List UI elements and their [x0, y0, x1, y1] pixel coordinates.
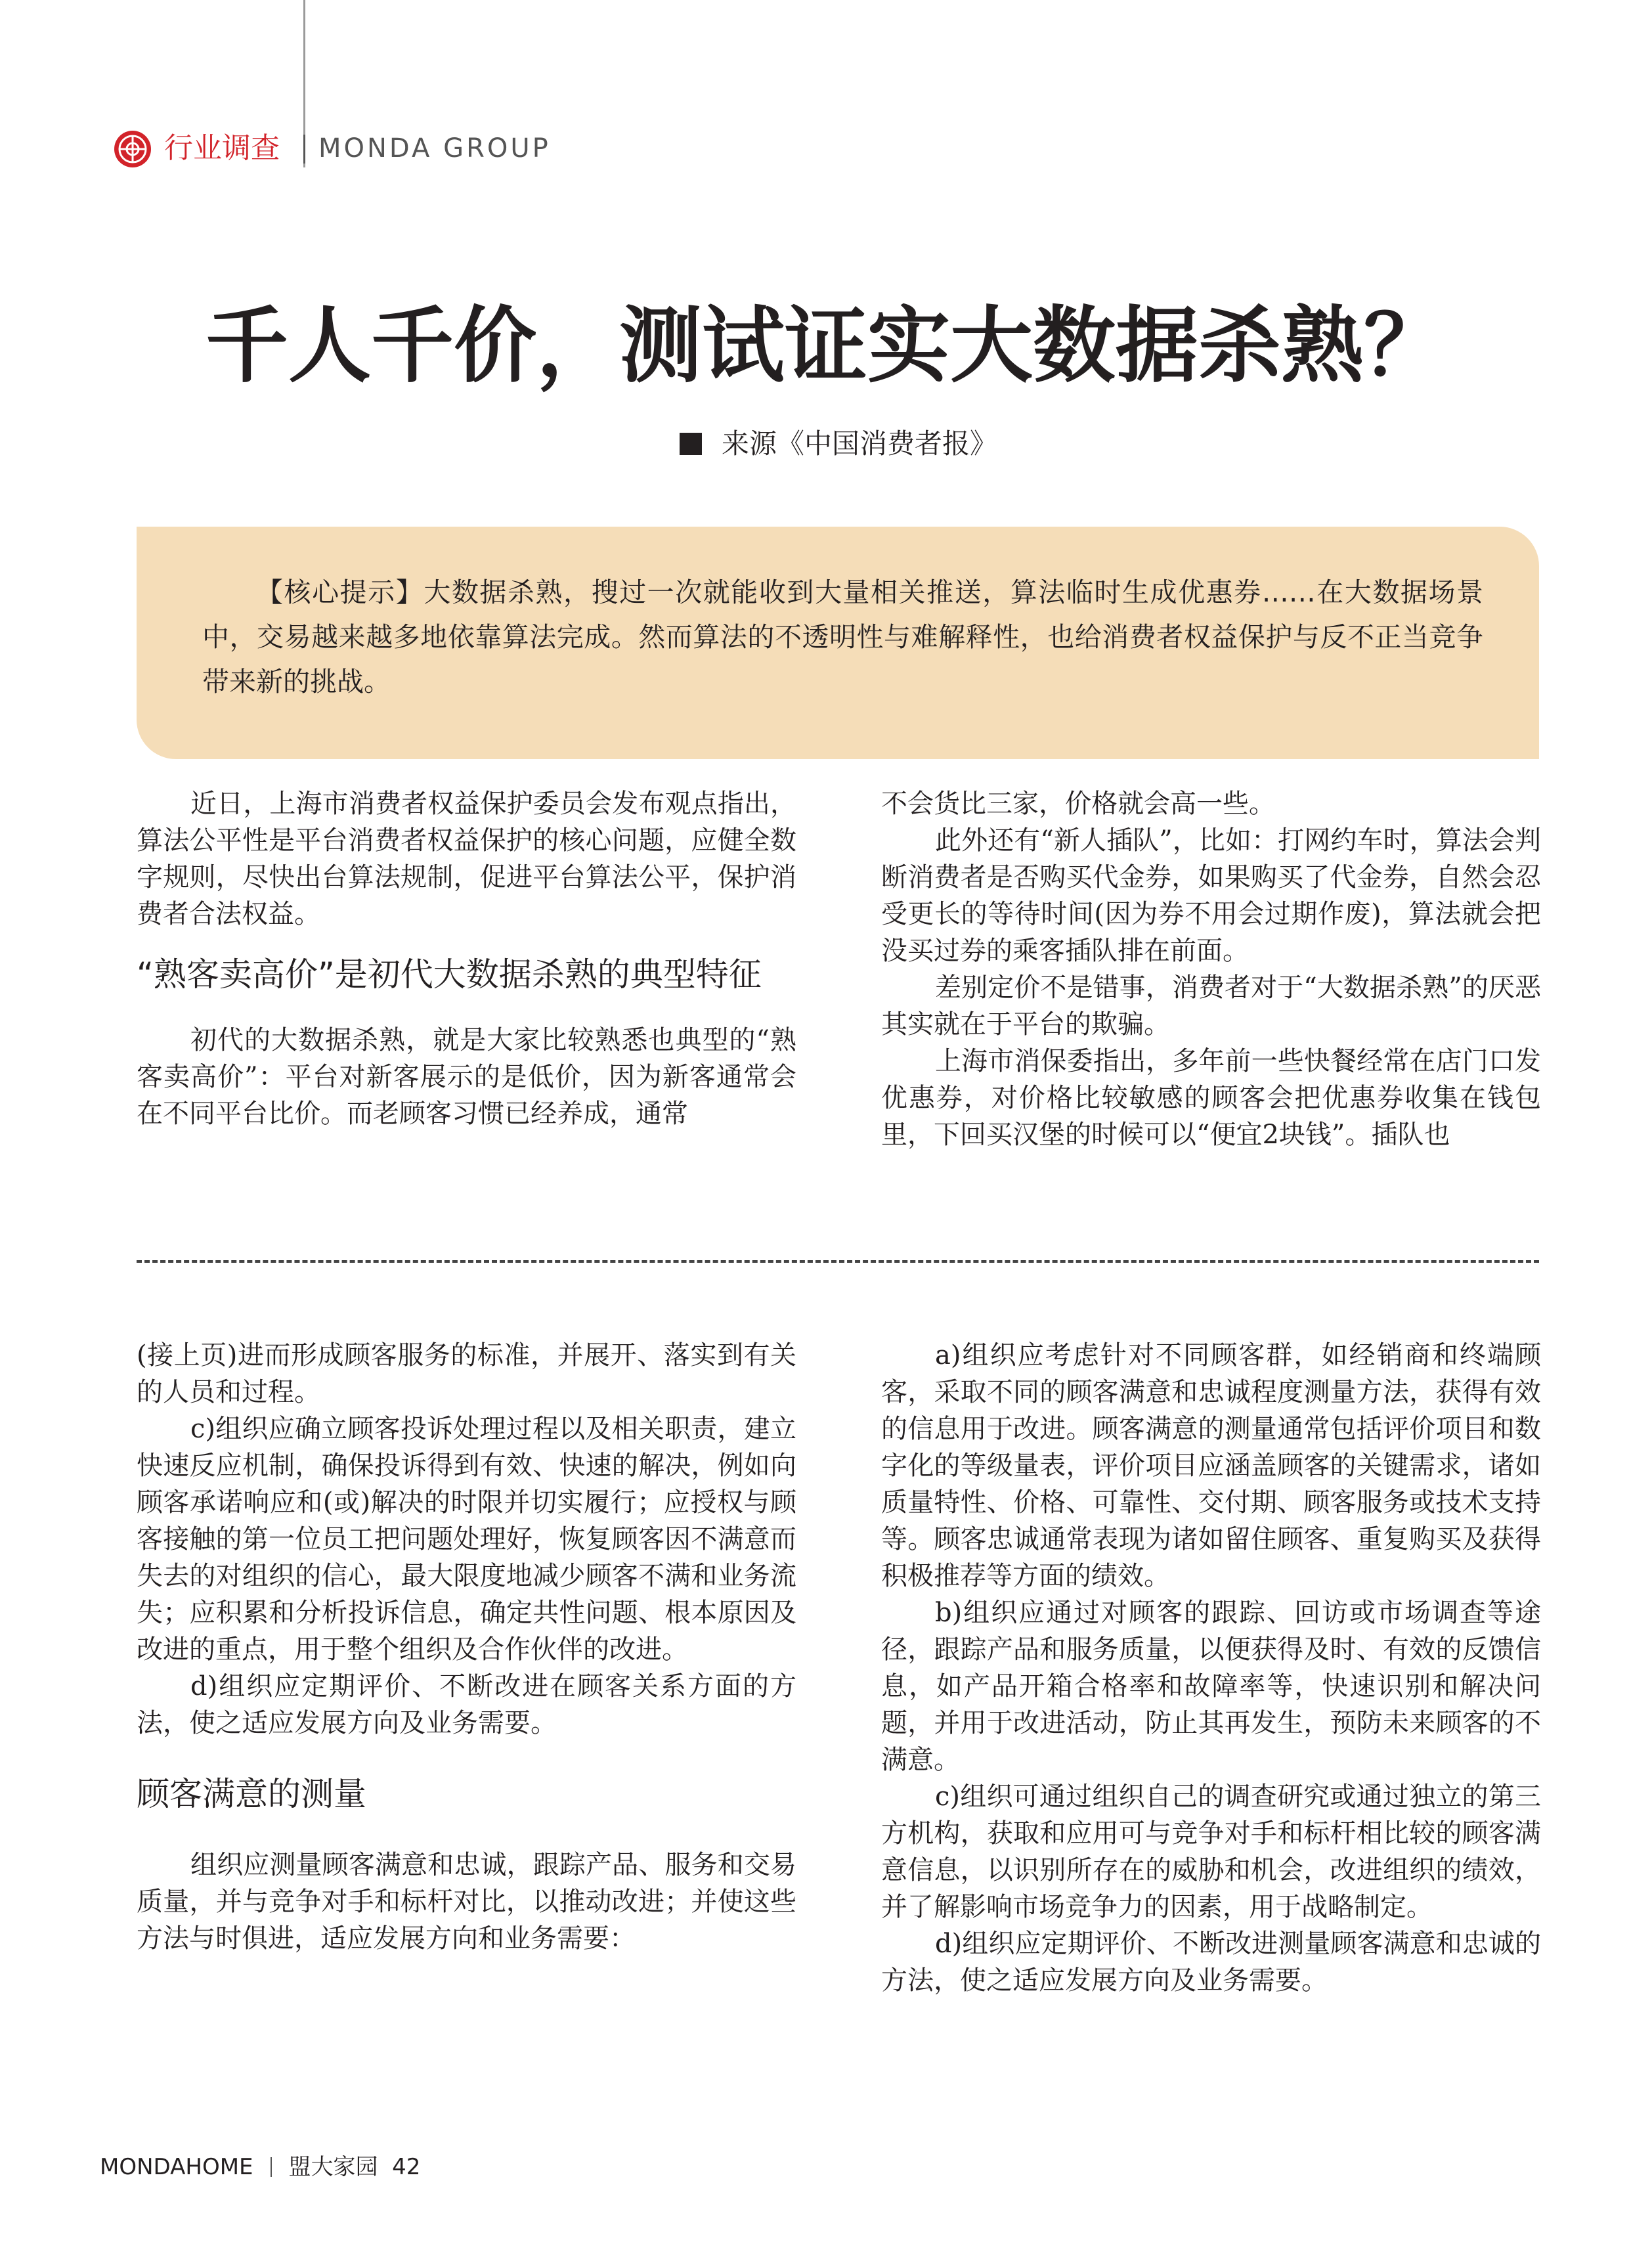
footer-separator: [271, 2157, 272, 2177]
source-text: 来源《中国消费者报》: [722, 427, 998, 460]
section-label: 行业调查: [164, 131, 280, 165]
page-footer: [100, 2151, 420, 2183]
paragraph: d)组织应定期评价、不断改进在顾客关系方面的方法，使之适应发展方向及业务需要。: [137, 1671, 796, 1738]
paragraph: (接上页)进而形成顾客服务的标准，并展开、落实到有关的人员和过程。: [137, 1340, 796, 1407]
section-logo-icon: [113, 129, 152, 169]
source-square-icon: [680, 433, 702, 455]
summary-box: [137, 527, 1539, 759]
paragraph: 组织应测量顾客满意和忠诚，跟踪产品、服务和交易质量，并与竞争对手和标杆对比，以推动改进；并使这些方法与时俱进，适应发展方向和业务需要：: [137, 1850, 796, 1954]
section-heading: “熟客卖高价”是初代大数据杀熟的典型特征: [137, 955, 762, 994]
bottom-left-column: [137, 1337, 796, 1957]
paragraph: 初代的大数据杀熟，就是大家比较熟悉也典型的“熟客卖高价”：平台对新客展示的是低价，因为新客通常会在不同平台比价。而老顾客习惯已经养成，通常: [137, 1025, 796, 1129]
paragraph: 此外还有“新人插队”，比如：打网约车时，算法会判断消费者是否购买代金券，如果购买了代金券，自然会忍受更长的等待时间(因为券不用会过期作废)，算法就会把没买过券的乘客插队排在前面。: [881, 825, 1541, 966]
article-source: [680, 424, 997, 464]
paragraph: 差别定价不是错事，消费者对于“大数据杀熟”的厌恶其实就在于平台的欺骗。: [881, 973, 1541, 1040]
paragraph: 近日，上海市消费者权益保护委员会发布观点指出，算法公平性是平台消费者权益保护的核心问题，应健全数字规则，尽快出台算法规制，促进平台算法公平，保护消费者合法权益。: [137, 789, 796, 929]
bottom-right-column: [881, 1337, 1541, 1999]
footer-name: 盟大家园: [288, 2154, 378, 2180]
paragraph: a)组织应考虑针对不同顾客群，如经销商和终端顾客，采取不同的顾客满意和忠诚程度测量方法，获得有效的信息用于改进。顾客满意的测量通常包括评价项目和数字化的等级量表，评价项目应涵盖顾客的关键需求，诸如质量特性、价格、可靠性、交付期、顾客服务或技术支持等。顾客忠诚通常表现为诸如留住顾客、重复购买及获得积极推荐等方面的绩效。: [881, 1340, 1541, 1591]
paragraph: b)组织应通过对顾客的跟踪、回访或市场调查等途径，跟踪产品和服务质量，以便获得及时、有效的反馈信息，如产品开箱合格率和故障率等，快速识别和解决问题，并用于改进活动，防止其再发生，预防未来顾客的不满意。: [881, 1598, 1541, 1775]
article-title: 千人千价，测试证实大数据杀熟？: [206, 297, 1446, 394]
paragraph: d)组织应定期评价、不断改进测量顾客满意和忠诚的方法，使之适应发展方向及业务需要。: [881, 1929, 1541, 1996]
paragraph: c)组织应确立顾客投诉处理过程以及相关职责，建立快速反应机制，确保投诉得到有效、快速的解决，例如向顾客承诺响应和(或)解决的时限并切实履行；应授权与顾客接触的第一位员工把问题处理好，恢复顾客因不满意而失去的对组织的信心，最大限度地减少顾客不满和业务流失；应积累和分析投诉信息，确定共性问题、根本原因及改进的重点，用于整个组织及合作伙伴的改进。: [137, 1414, 796, 1665]
header-separator: [303, 135, 305, 164]
page-number: 42: [392, 2154, 421, 2180]
brand-name: MONDA GROUP: [318, 133, 551, 164]
footer-brand: MONDAHOME: [100, 2154, 253, 2180]
section-heading: 顾客满意的测量: [137, 1775, 366, 1813]
top-right-column: [881, 785, 1541, 1153]
paragraph: 上海市消保委指出，多年前一些快餐经常在店门口发优惠券，对价格比较敏感的顾客会把优惠券收集在钱包里，下回买汉堡的时候可以“便宜2块钱”。插队也: [881, 1046, 1541, 1150]
paragraph: c)组织可通过组织自己的调查研究或通过独立的第三方机构，获取和应用可与竞争对手和标杆相比较的顾客满意信息，以识别所存在的威胁和机会，改进组织的绩效，并了解影响市场竞争力的因素，用于战略制定。: [881, 1782, 1541, 1922]
summary-text: 【核心提示】大数据杀熟，搜过一次就能收到大量相关推送，算法临时生成优惠券……在大数据场景中，交易越来越多地依靠算法完成。然而算法的不透明性与难解释性，也给消费者权益保护与反不正当竞争带来新的挑战。: [202, 577, 1483, 697]
paragraph: 不会货比三家，价格就会高一些。: [881, 789, 1275, 819]
top-left-column: [137, 785, 796, 1132]
dashed-divider: [137, 1260, 1539, 1263]
